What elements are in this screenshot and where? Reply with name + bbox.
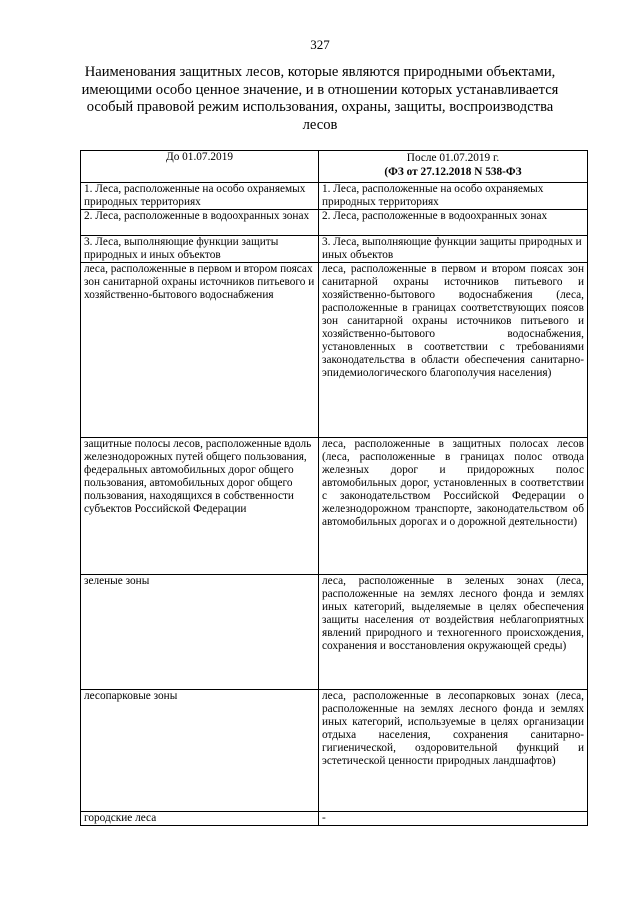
cell-after: 2. Леса, расположенные в водоохранных зонах: [319, 210, 588, 236]
document-title: Наименования защитных лесов, которые являются природными объектами, имеющими особо ценное значение, и в отношении которых устанавливается особый правовой режим использования, охраны, защиты, воспроизводства лесов: [81, 64, 559, 133]
page-number: 327: [310, 37, 330, 52]
table-row: [81, 575, 588, 690]
cell-before: лесопарковые зоны: [81, 690, 319, 812]
cell-before: зеленые зоны: [81, 575, 319, 690]
table-row: [81, 812, 588, 826]
header-after-date: [319, 151, 588, 183]
cell-before: городские леса: [81, 812, 319, 826]
cell-before: 2. Леса, расположенные в водоохранных зонах: [81, 210, 319, 236]
table-header-row: [81, 151, 588, 183]
cell-after: леса, расположенные в лесопарковых зонах (леса, расположенные на землях лесного фонда и землях иных категорий, используемые в целях организации отдыха населения, сохранения санитарно-гигиенической, оздоровительной функций и эстетической ценности природных ландшафтов): [319, 690, 588, 812]
table-row: [81, 690, 588, 812]
cell-after: леса, расположенные в защитных полосах лесов (леса, расположенные в границах полос отвода железных дорог и придорожных полос автомобильных дорог, установленных в соответствии с законодательством Российской Федерации о железнодорожном транспорте, законодательством об автомобильных дорогах и о дорожной деятельности): [319, 438, 588, 575]
cell-after: леса, расположенные в зеленых зонах (леса, расположенные на землях лесного фонда и землях иных категорий, выделяемые в целях обеспечения защиты населения от воздействия неблагоприятных явлений природного и техногенного происхождения, сохранения и восстановления окружающей среды): [319, 575, 588, 690]
table-row: [81, 438, 588, 575]
cell-before: леса, расположенные в первом и втором поясах зон санитарной охраны источников питьевого и хозяйственно-бытового водоснабжения: [81, 263, 319, 438]
header-after-line1: После 01.07.2019 г.: [406, 152, 500, 164]
table-row: [81, 210, 588, 236]
table-row: [81, 263, 588, 438]
cell-after: леса, расположенные в первом и втором поясах зон санитарной охраны источников питьевого и хозяйственно-бытового водоснабжения (леса, расположенные в границах соответствующих поясов зон санитарной охраны источников питьевого и хозяйственно-бытового водоснабжения, установленных в соответствии с требованиями законодательства в области обеспечения санитарно-эпидемиологического благополучия населения): [319, 263, 588, 438]
comparison-table: [80, 150, 588, 826]
cell-after: -: [319, 812, 588, 826]
cell-after: 1. Леса, расположенные на особо охраняемых природных территориях: [319, 183, 588, 210]
table-row: [81, 236, 588, 263]
header-before-date: До 01.07.2019: [81, 151, 319, 183]
cell-before: 3. Леса, выполняющие функции защиты природных и иных объектов: [81, 236, 319, 263]
cell-before: 1. Леса, расположенные на особо охраняемых природных территориях: [81, 183, 319, 210]
cell-before: защитные полосы лесов, расположенные вдоль железнодорожных путей общего пользования, федеральных автомобильных дорог общего пользования, автомобильных дорог общего пользования, находящихся в собственности субъектов Российской Федерации: [81, 438, 319, 575]
header-after-law: (ФЗ от 27.12.2018 N 538-ФЗ: [384, 166, 522, 178]
table-row: [81, 183, 588, 210]
cell-after: 3. Леса, выполняющие функции защиты природных и иных объектов: [319, 236, 588, 263]
